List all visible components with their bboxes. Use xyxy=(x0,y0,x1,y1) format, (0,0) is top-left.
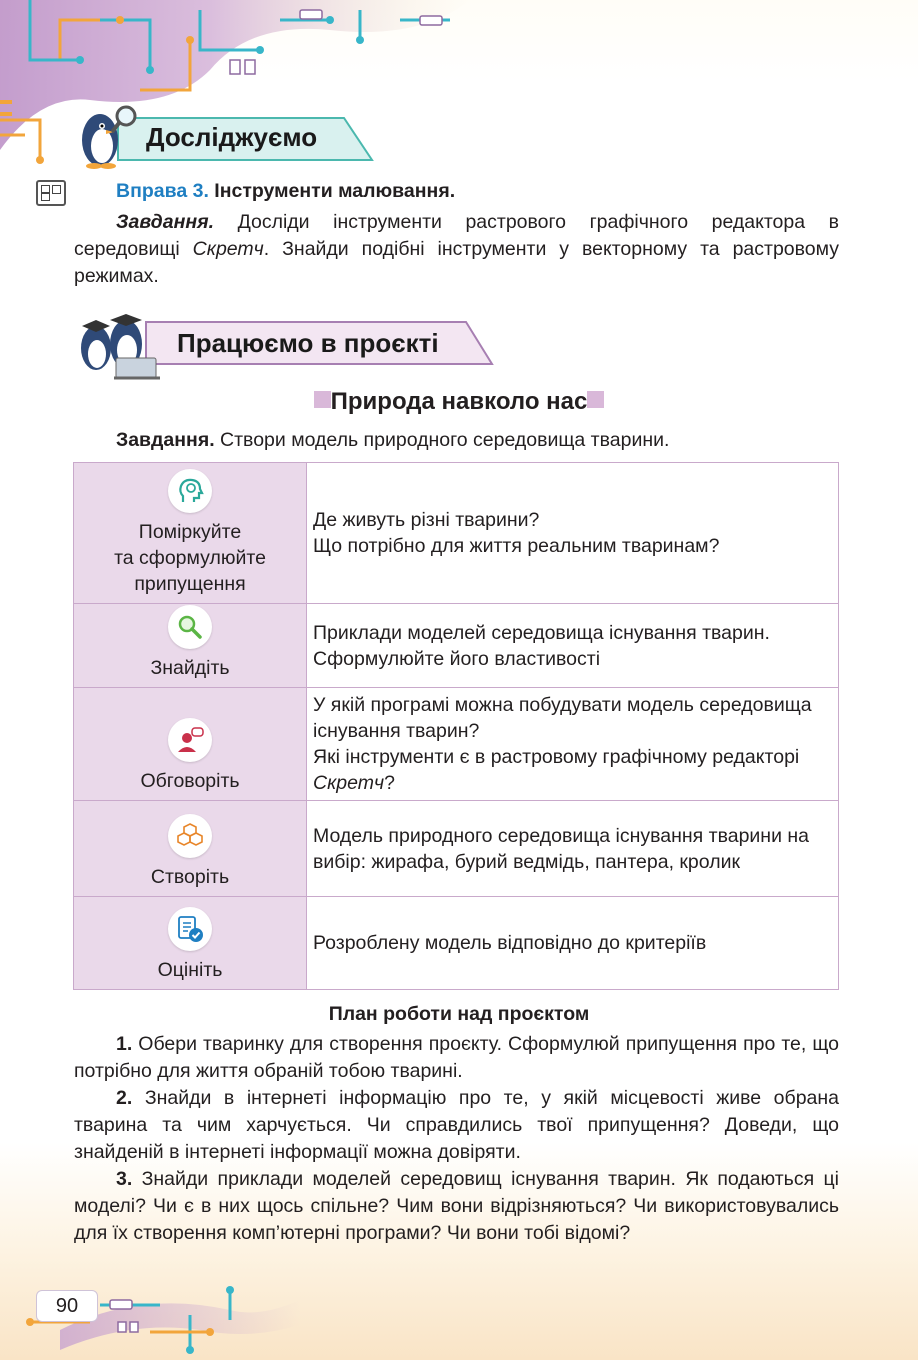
step-text: У якій програмі можна побудувати модель середовища існування тварин? xyxy=(313,694,812,742)
step-label: Поміркуйте xyxy=(138,521,242,543)
plan-item-number: 1. xyxy=(116,1033,133,1055)
project-banner-title: Працюємо в проєкті xyxy=(177,328,439,358)
discussion-icon xyxy=(168,718,212,762)
step-label-cell xyxy=(74,801,307,897)
plan-item xyxy=(74,1085,839,1166)
step-label: припущення xyxy=(134,573,246,595)
step-text-cell xyxy=(307,604,839,688)
exercise-title: Інструменти малювання. xyxy=(214,180,456,202)
step-text-part: Які інструменти є в растровому графічному редакторі xyxy=(313,746,800,768)
task-label: Завдання. xyxy=(116,211,215,233)
step-text: Модель природного середовища існування тварини на вибір: жирафа, бурий ведмідь, пантера, кролик xyxy=(313,824,809,873)
plan-item-text: Знайди в інтернеті інформацію про те, у якій місцевості живе обрана тварина та чим харчується. Чи справдились твої припущення? Доведи, що знайденій в інтернеті інформації можна довіряти. xyxy=(74,1087,839,1163)
step-label-cell xyxy=(74,897,307,990)
step-text-cell xyxy=(307,801,839,897)
step-text-cell xyxy=(307,463,839,604)
project-task-label: Завдання. xyxy=(116,429,215,451)
square-marker xyxy=(587,391,604,408)
step-text-italic: Скретч xyxy=(313,772,385,794)
step-label: та сформулюйте xyxy=(114,547,266,569)
project-steps-table xyxy=(73,462,839,990)
investigate-title: Досліджуємо xyxy=(146,122,318,152)
exercise-heading xyxy=(116,178,455,205)
checklist-icon xyxy=(168,907,212,951)
table-row xyxy=(74,801,839,897)
page-number: 90 xyxy=(36,1290,98,1322)
plan-item-number: 3. xyxy=(116,1168,133,1190)
table-row xyxy=(74,688,839,801)
step-text: Приклади моделей середовища існування тварин. xyxy=(313,621,770,644)
plan-item-number: 2. xyxy=(116,1087,133,1109)
task-text: Досліди інструменти растрового графічного редактора в середовищі xyxy=(74,211,839,260)
step-label: Оцініть xyxy=(157,959,223,981)
exercise-task xyxy=(74,209,839,290)
step-text: Сформулюйте його властивості xyxy=(313,647,601,670)
step-text: Що потрібно для життя реальним тваринам? xyxy=(313,535,720,557)
step-label-cell xyxy=(74,463,307,604)
step-text: Розроблену модель відповідно до критеріїв xyxy=(313,932,707,954)
head-brain-icon xyxy=(168,469,212,513)
project-task xyxy=(116,427,669,454)
step-label-cell xyxy=(74,604,307,688)
plan-item-text: Знайди приклади моделей середовищ існування тварин. Як подаються ці моделі? Чи є в них щось спільне? Чим вони відрізняються? Чи використовувались для їх створення комп’ютерні програми? Чи вони тобі відомі? xyxy=(74,1168,839,1244)
task-text-end: . Знайди подібні інструменти у векторному та растровому режимах. xyxy=(74,238,839,287)
task-italic: Скретч xyxy=(192,238,264,260)
step-label: Знайдіть xyxy=(150,657,230,679)
plan-title: План роботи над проєктом xyxy=(328,1003,590,1025)
project-title xyxy=(0,388,918,416)
step-text: Де живуть різні тварини? xyxy=(313,509,540,531)
plan-item xyxy=(74,1031,839,1085)
step-text-cell xyxy=(307,897,839,990)
qr-code-icon[interactable] xyxy=(36,180,66,206)
circuit-decoration-bottom xyxy=(0,1270,918,1360)
step-text xyxy=(313,744,834,796)
step-label-cell xyxy=(74,688,307,801)
penguins-laptop-icon xyxy=(76,300,166,382)
cubes-icon xyxy=(168,814,212,858)
table-row xyxy=(74,897,839,990)
square-marker xyxy=(314,391,331,408)
table-row xyxy=(74,604,839,688)
plan-item-text: Обери тваринку для створення проєкту. Сформулюй припущення про те, що потрібно для життя обраній тобою тварині. xyxy=(74,1033,839,1082)
step-label: Обговоріть xyxy=(140,770,240,792)
step-text-cell xyxy=(307,688,839,801)
project-task-text: Створи модель природного середовища тварини. xyxy=(214,429,670,451)
investigate-banner xyxy=(74,100,374,170)
magnifier-icon xyxy=(168,605,212,649)
penguin-magnifier-icon xyxy=(74,100,144,170)
exercise-number: Вправа 3. xyxy=(116,180,209,202)
plan-list xyxy=(74,1031,839,1247)
plan-item xyxy=(74,1166,839,1247)
step-text-end: ? xyxy=(384,772,395,794)
step-label: Створіть xyxy=(150,866,230,888)
table-row xyxy=(74,463,839,604)
project-title-text: Природа навколо нас xyxy=(330,388,588,415)
project-banner xyxy=(76,300,496,382)
